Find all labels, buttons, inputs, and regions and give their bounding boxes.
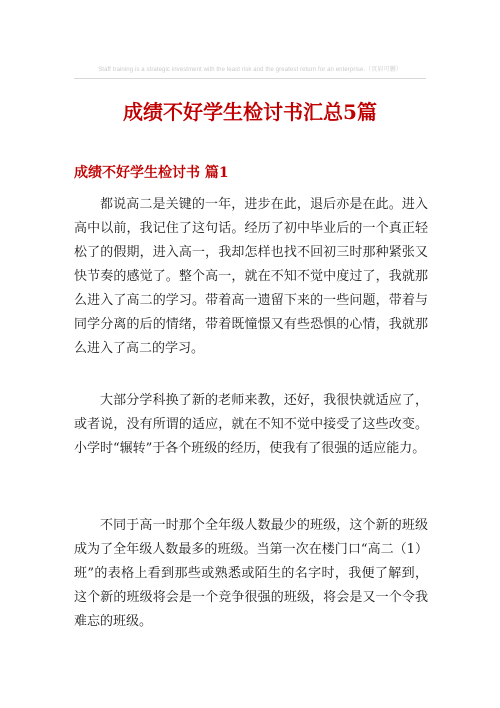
header-divider xyxy=(74,78,426,79)
paragraph-line: 同学分离的后的情绪，带着既憧憬又有些恐惧的心情，我就那 xyxy=(74,317,428,332)
paragraph-line: 难忘的班级。 xyxy=(74,614,153,629)
paragraph-line: 松了的假期，进入高一，我却怎样也找不回初三时那种紧张又 xyxy=(74,245,428,260)
paragraph-line: 高中以前，我记住了这句话。经历了初中毕业后的一个真正轻 xyxy=(74,221,428,236)
page-header-note: Staff training is a strategic investment with the least risk and the greatest return for an enterprise.（页眉可删） xyxy=(98,67,402,73)
paragraph-1 xyxy=(74,193,428,361)
paragraph-line: 么进入了高二的学习。带着高一遗留下来的一些问题，带着与 xyxy=(74,293,428,308)
paragraph-line: 或者说，没有所谓的适应，就在不知不觉中接受了这些改变。 xyxy=(74,417,428,432)
paragraph-2 xyxy=(74,389,428,461)
paragraph-line: 大部分学科换了新的老师来教，还好，我很快就适应了， xyxy=(100,393,428,408)
section-heading: 成绩不好学生检讨书 篇1 xyxy=(74,165,229,181)
paragraph-line: 这个新的班级将会是一个竞争很强的班级，将会是又一个令我 xyxy=(74,590,428,605)
paragraph-line: 都说高二是关键的一年，进步在此，退后亦是在此。进入 xyxy=(100,197,428,212)
document-title: 成绩不好学生检讨书汇总5篇 xyxy=(123,100,377,124)
paragraph-line: 么进入了高二的学习。 xyxy=(74,341,205,356)
paragraph-line: 小学时“辗转”于各个班级的经历，使我有了很强的适应能力。 xyxy=(74,441,426,456)
paragraph-line: 班”的表格上看到那些或熟悉或陌生的名字时，我便了解到， xyxy=(74,566,428,581)
paragraph-line: 快节奏的感觉了。整个高一，就在不知不觉中度过了，我就那 xyxy=(74,269,428,284)
paragraph-line: 成为了全年级人数最多的班级。当第一次在楼门口“高二（1） xyxy=(74,542,428,557)
paragraph-line: 不同于高一时那个全年级人数最少的班级，这个新的班级 xyxy=(100,518,428,533)
paragraph-3 xyxy=(74,514,428,634)
